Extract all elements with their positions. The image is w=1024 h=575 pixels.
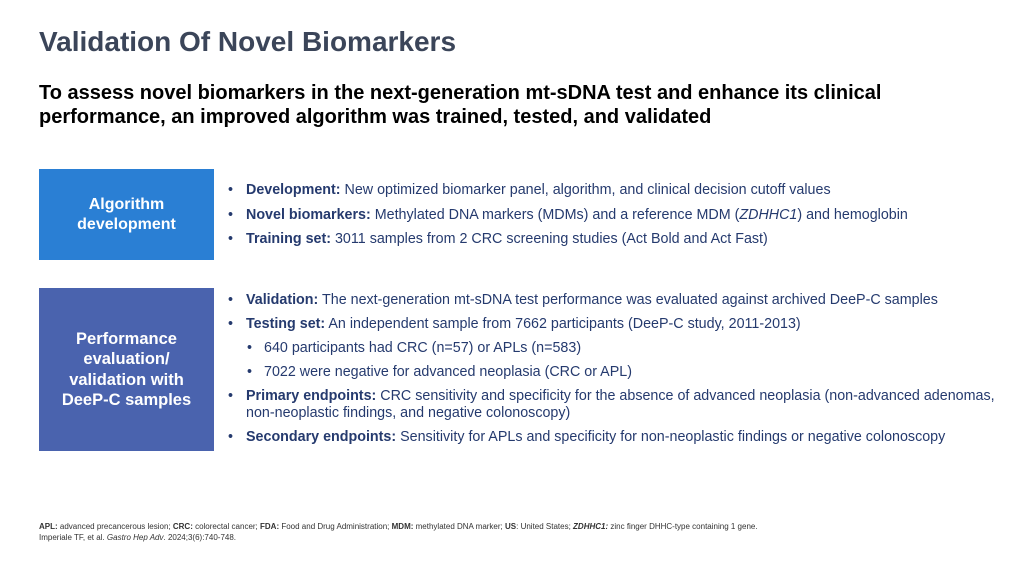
citation-journal: Gastro Hep Adv <box>106 533 164 542</box>
bullet-training-set <box>228 231 1008 248</box>
algorithm-development-box <box>39 169 214 260</box>
bullet-text: The next-generation mt-sDNA test performance was evaluated against archived DeeP-C samples <box>318 292 938 308</box>
abbrev-term: APL: <box>39 522 58 531</box>
abbrev-def: Food and Drug Administration; <box>279 522 392 531</box>
performance-evaluation-box <box>39 288 214 451</box>
bullet-text: Methylated DNA markers (MDMs) and a reference MDM ( <box>370 206 740 223</box>
bullet-primary-endpoints <box>228 388 1008 422</box>
sub-bullet-negative <box>228 364 1008 381</box>
bullet-text: CRC sensitivity and specificity for the absence of advanced neoplasia (non-advanced adenomas, non-neoplastic findings, and negative colonoscopy) <box>246 388 995 421</box>
citation-authors: Imperiale TF, et al. <box>39 533 107 542</box>
bullet-text: 640 participants had CRC (n=57) or APLs (n=583) <box>264 340 582 356</box>
bullet-text: An independent sample from 7662 participants (DeeP-C study, 2011-2013) <box>325 316 801 332</box>
algorithm-development-label: Algorithm development <box>77 195 176 233</box>
footnote <box>39 521 999 543</box>
abbrev-def: colorectal cancer; <box>192 522 260 531</box>
abbrev-def: : United States; <box>516 522 574 531</box>
bullet-lead: Development: <box>246 182 341 198</box>
bullet-lead: Secondary endpoints: <box>246 429 397 445</box>
performance-evaluation-label: Performance evaluation/ validation with DeeP-C samples <box>61 329 192 409</box>
citation <box>39 532 999 543</box>
abbreviations <box>39 521 999 532</box>
bullet-validation <box>228 292 1008 309</box>
bullet-development <box>228 182 1008 199</box>
abbrev-def: zinc finger DHHC-type containing 1 gene. <box>608 522 758 531</box>
sub-bullet-crc-apl <box>228 340 1008 357</box>
bullet-lead: Testing set: <box>246 316 326 332</box>
gene-name: ZDHHC1 <box>739 206 798 223</box>
abbrev-term: CRC: <box>172 522 193 531</box>
bullet-lead: Training set: <box>246 231 331 247</box>
page-title: Validation Of Novel Biomarkers <box>39 26 457 57</box>
bullet-text: ) and hemoglobin <box>797 206 908 223</box>
citation-rest: . 2024;3(6):740-748. <box>163 533 237 542</box>
bullet-lead: Novel biomarkers: <box>246 206 371 223</box>
abbrev-term: FDA: <box>260 522 280 531</box>
algorithm-bullet-list <box>228 182 1008 256</box>
abbrev-def: methylated DNA marker; <box>413 522 505 531</box>
abbrev-def: advanced precancerous lesion; <box>57 522 173 531</box>
abbrev-term: MDM: <box>391 522 414 531</box>
bullet-text: 3011 samples from 2 CRC screening studies (Act Bold and Act Fast) <box>331 231 768 247</box>
bullet-text: New optimized biomarker panel, algorithm, and clinical decision cutoff values <box>340 182 831 198</box>
bullet-lead: Primary endpoints: <box>246 388 377 404</box>
abbrev-term: US <box>505 522 517 531</box>
abbrev-term: ZDHHC1: <box>573 522 609 531</box>
bullet-lead: Validation: <box>246 292 319 308</box>
bullet-text: Sensitivity for APLs and specificity for non-neoplastic findings or negative colonoscopy <box>396 429 946 445</box>
validation-bullet-list <box>228 292 1008 453</box>
bullet-novel-biomarkers <box>228 207 1008 224</box>
bullet-testing-set <box>228 316 1008 333</box>
bullet-text: 7022 were negative for advanced neoplasia (CRC or APL) <box>264 364 632 380</box>
page-subtitle: To assess novel biomarkers in the next-generation mt-sDNA test and enhance its clinical performance, an improved algorithm was trained, tested, and validated <box>39 82 882 128</box>
bullet-secondary-endpoints <box>228 429 1008 446</box>
